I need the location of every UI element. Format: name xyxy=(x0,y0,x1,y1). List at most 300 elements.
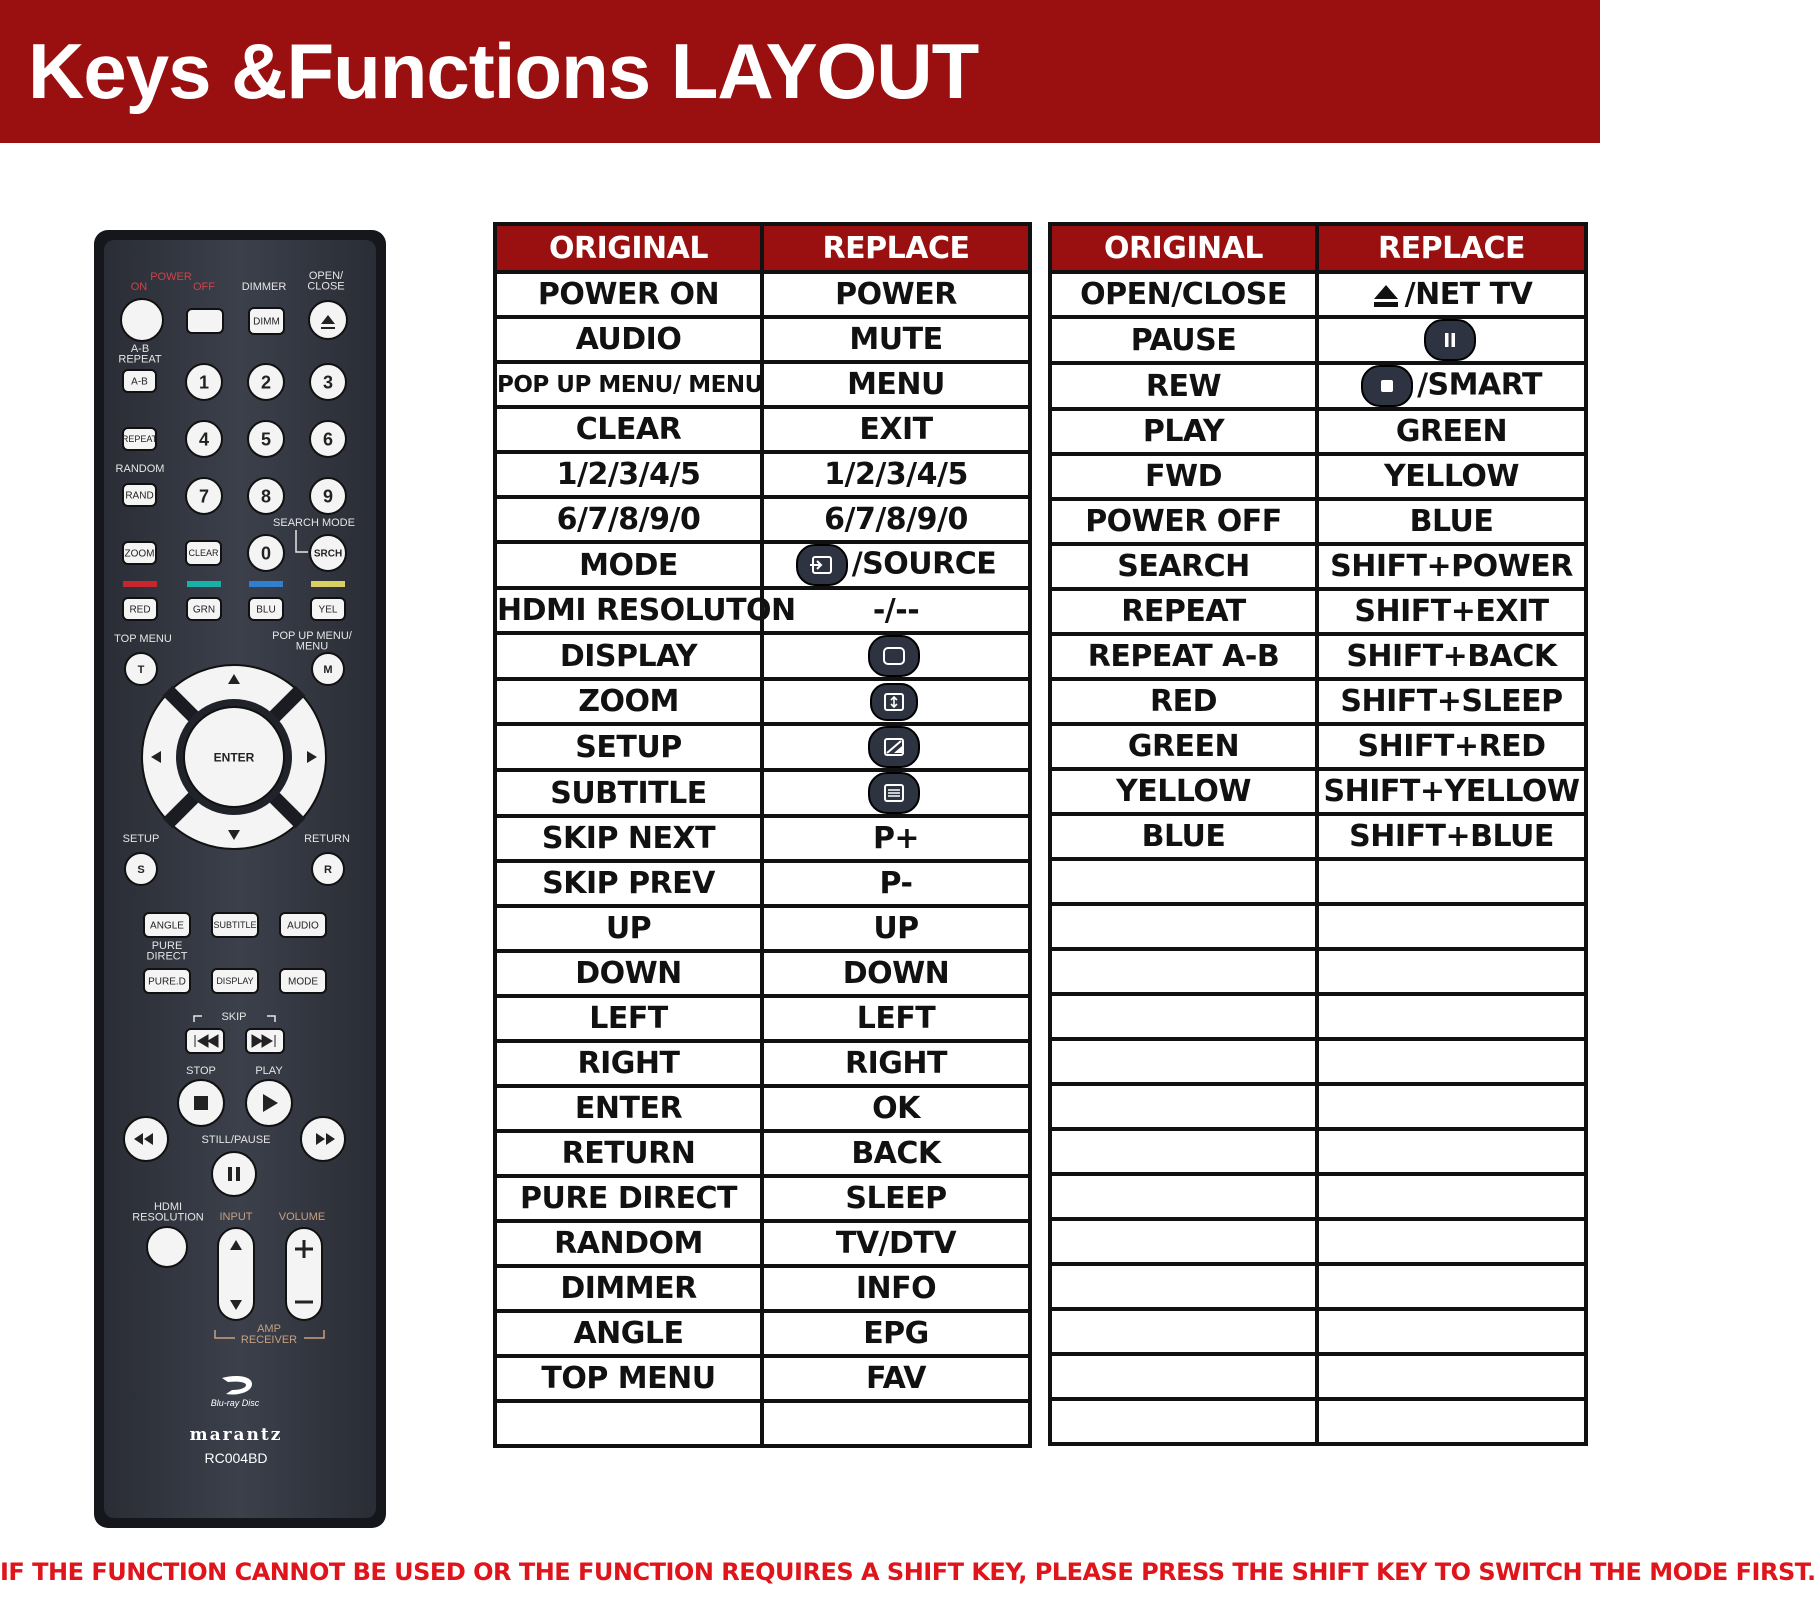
cell-text: SLEEP xyxy=(845,1181,947,1216)
cell-text: YELLOW xyxy=(1116,774,1251,809)
digit-8-button-label: 8 xyxy=(260,486,272,507)
cell-original xyxy=(495,861,762,906)
cell-text: SKIP PREV xyxy=(542,866,715,901)
cell-text: AUDIO xyxy=(575,322,682,357)
cell-text: HDMI RESOLUTON xyxy=(497,593,796,628)
cell-text: TOP MENU xyxy=(541,1361,716,1396)
bluray-text: Blu-ray Disc xyxy=(210,1398,260,1408)
cell-original xyxy=(495,272,762,317)
cell-text: RIGHT xyxy=(845,1046,947,1081)
display-button-label: DISPLAY xyxy=(216,976,254,987)
cell-original xyxy=(1050,1129,1317,1174)
cell-original xyxy=(1050,317,1317,363)
random-label: RANDOM xyxy=(115,463,165,475)
cell-text: MODE xyxy=(579,547,678,583)
rand-button-label: RAND xyxy=(125,490,154,502)
table-row xyxy=(495,770,1030,816)
table-row xyxy=(495,362,1030,407)
cell-original xyxy=(1050,454,1317,499)
cell-text: EXIT xyxy=(859,412,933,447)
table-row xyxy=(1050,454,1586,499)
cell-original xyxy=(1050,1084,1317,1129)
top-menu-label: TOP MENU xyxy=(114,633,172,645)
cell-original xyxy=(1050,814,1317,859)
table-row xyxy=(495,1176,1030,1221)
cell-original xyxy=(495,1131,762,1176)
cell-text: LEFT xyxy=(856,1001,936,1036)
cell-replace xyxy=(1317,679,1586,724)
cell-original xyxy=(495,362,762,407)
cell-text: /SOURCE xyxy=(851,546,997,582)
table-row xyxy=(495,724,1030,770)
cell-replace xyxy=(1317,454,1586,499)
cell-text: RED xyxy=(1150,684,1217,719)
cell-original xyxy=(1050,272,1317,317)
cell-text: SHIFT+EXIT xyxy=(1354,594,1549,629)
table-row xyxy=(1050,679,1586,724)
cell-original xyxy=(1050,544,1317,589)
cell-original xyxy=(495,724,762,770)
cell-text: 1/2/3/4/5 xyxy=(824,457,968,492)
table-row xyxy=(495,816,1030,861)
cell-replace xyxy=(1317,1354,1586,1399)
cell-text: PURE DIRECT xyxy=(519,1181,738,1216)
cell-text: POWER ON xyxy=(537,277,720,312)
cell-text: LEFT xyxy=(589,1001,668,1036)
cell-replace xyxy=(1317,1309,1586,1354)
repeat-button-label: REPEAT xyxy=(121,434,158,445)
cell-replace xyxy=(1317,859,1586,904)
hdmi-resolution-button xyxy=(147,1227,187,1267)
cell-replace xyxy=(1317,949,1586,994)
cell-text: RETURN xyxy=(561,1136,696,1171)
ab-button-label: A-B xyxy=(131,376,148,388)
dimm-button-label: DIMM xyxy=(253,316,280,328)
cell-replace xyxy=(762,588,1030,633)
cell-original xyxy=(1050,679,1317,724)
open-close-label: OPEN/ xyxy=(308,270,344,282)
grn-color-bar xyxy=(187,581,221,587)
cell-replace xyxy=(762,1356,1030,1401)
dimmer-label: DIMMER xyxy=(241,281,287,293)
cell-text: REPEAT xyxy=(1121,594,1246,629)
cell-replace xyxy=(762,1401,1030,1446)
cell-text: POWER xyxy=(835,277,957,312)
pure-direct-label: PURE xyxy=(151,940,183,952)
power-off-button xyxy=(187,309,223,333)
cell-text: ZOOM xyxy=(578,684,679,719)
audio-button-label: AUDIO xyxy=(287,920,319,932)
table-row xyxy=(1050,1264,1586,1309)
stop-icon xyxy=(194,1096,208,1110)
cell-text: SHIFT+RED xyxy=(1357,729,1546,764)
table-row xyxy=(1050,1129,1586,1174)
cell-original xyxy=(1050,994,1317,1039)
brand-logo: marantz xyxy=(189,1425,283,1445)
cell-replace xyxy=(1317,1264,1586,1309)
table-row xyxy=(1050,363,1586,409)
cell-original xyxy=(495,996,762,1041)
table-row xyxy=(495,1086,1030,1131)
subtitle-icon xyxy=(868,775,920,810)
cell-original xyxy=(1050,904,1317,949)
cell-text: UP xyxy=(873,911,919,946)
cell-replace xyxy=(1317,1129,1586,1174)
cell-text: /SMART xyxy=(1417,367,1542,403)
cell-text: -/-- xyxy=(872,593,920,628)
cell-original xyxy=(495,407,762,452)
table-row xyxy=(495,1311,1030,1356)
table-row xyxy=(1050,814,1586,859)
volume-label: VOLUME xyxy=(278,1211,326,1223)
table-row xyxy=(1050,272,1586,317)
mode-button-label: MODE xyxy=(288,976,318,988)
cell-text: POP UP MENU/ MENU xyxy=(497,371,763,398)
cell-text: SHIFT+BACK xyxy=(1346,639,1557,674)
digit-6-button-label: 6 xyxy=(322,429,334,450)
cell-replace xyxy=(1317,994,1586,1039)
table-row xyxy=(495,1221,1030,1266)
cell-original xyxy=(495,1041,762,1086)
cell-text: YELLOW xyxy=(1384,459,1519,494)
cell-replace xyxy=(1317,317,1586,363)
cell-original xyxy=(495,1176,762,1221)
table-row xyxy=(1050,634,1586,679)
pause-button xyxy=(212,1152,256,1196)
cell-replace xyxy=(762,770,1030,816)
cell-text: ENTER xyxy=(574,1091,683,1126)
digit-4-button-label: 4 xyxy=(198,429,210,450)
red-color-bar xyxy=(123,581,157,587)
blu-button-label: BLU xyxy=(256,604,276,616)
zoom-button-label: ZOOM xyxy=(124,548,155,560)
open-close-label: CLOSE xyxy=(307,280,345,293)
amp-receiver-label: AMP xyxy=(257,1323,281,1335)
table-row xyxy=(1050,949,1586,994)
digit-9-button-label: 9 xyxy=(322,486,334,507)
footer-note: IF THE FUNCTION CANNOT BE USED OR THE FUNCTION REQUIRES A SHIFT KEY, PLEASE PRESS THE SHIFT KEY TO SWITCH THE MODE FIRST. xyxy=(0,1558,1816,1586)
srch-button-label: SRCH xyxy=(313,548,343,560)
yel-button-label: YEL xyxy=(318,604,338,616)
table-row xyxy=(1050,994,1586,1039)
source-icon xyxy=(796,547,848,582)
table-row xyxy=(495,679,1030,724)
cell-replace xyxy=(1317,272,1586,317)
cell-text: REPEAT A-B xyxy=(1087,639,1280,674)
cell-replace xyxy=(762,816,1030,861)
table-row xyxy=(495,1131,1030,1176)
blu-color-bar xyxy=(249,581,283,587)
enter-button-label: ENTER xyxy=(213,750,255,765)
input-label: INPUT xyxy=(219,1211,253,1223)
remote-control-image xyxy=(94,222,394,1532)
cell-replace xyxy=(762,497,1030,542)
cell-text: 6/7/8/9/0 xyxy=(556,502,701,537)
zoom-icon xyxy=(870,683,918,718)
clear-button-label: CLEAR xyxy=(188,548,219,559)
pure-d-button-label: PURE.D xyxy=(148,976,186,988)
cell-text: DISPLAY xyxy=(559,638,698,674)
cell-text: 1/2/3/4/5 xyxy=(556,457,701,492)
search-mode-label: SEARCH MODE xyxy=(273,517,355,529)
cell-text: MENU xyxy=(847,367,945,402)
cell-original xyxy=(1050,589,1317,634)
cell-original xyxy=(495,1401,762,1446)
cell-replace xyxy=(762,633,1030,679)
cell-text: OK xyxy=(872,1091,920,1126)
cell-text: GREEN xyxy=(1127,729,1240,764)
cell-replace xyxy=(762,1086,1030,1131)
hdmi-resolution-label: RESOLUTION xyxy=(132,1211,204,1224)
cell-text: INFO xyxy=(855,1271,937,1306)
cell-original xyxy=(1050,1264,1317,1309)
cell-text: RIGHT xyxy=(577,1046,680,1081)
cell-text: DOWN xyxy=(842,956,950,991)
cell-text: PAUSE xyxy=(1130,322,1237,358)
header-original: ORIGINAL xyxy=(1050,224,1317,272)
cell-text: SHIFT+BLUE xyxy=(1349,819,1554,854)
cell-text: FAV xyxy=(866,1361,926,1396)
table-row xyxy=(495,452,1030,497)
cell-text: DIMMER xyxy=(560,1271,697,1306)
cell-text: SHIFT+YELLOW xyxy=(1323,774,1580,809)
table-row xyxy=(1050,1039,1586,1084)
cell-original xyxy=(495,679,762,724)
m-button-label: M xyxy=(323,663,333,676)
cell-text: CLEAR xyxy=(575,412,682,447)
cell-text: SKIP NEXT xyxy=(541,821,716,856)
cell-original xyxy=(1050,859,1317,904)
model-number: RC004BD xyxy=(204,1450,268,1466)
cell-replace xyxy=(1317,1174,1586,1219)
page-title: Keys &Functions LAYOUT xyxy=(28,27,979,115)
cell-text: REW xyxy=(1145,368,1222,404)
table-row xyxy=(495,633,1030,679)
table-row xyxy=(1050,1399,1586,1444)
table-row xyxy=(495,861,1030,906)
cell-replace xyxy=(1317,1399,1586,1444)
cell-replace xyxy=(1317,634,1586,679)
table-row xyxy=(495,1041,1030,1086)
return-label: RETURN xyxy=(304,833,350,845)
cell-text: BACK xyxy=(851,1136,941,1171)
cell-text: UP xyxy=(605,911,652,946)
cell-original xyxy=(495,1086,762,1131)
angle-button-label: ANGLE xyxy=(150,920,184,932)
cell-original xyxy=(495,317,762,362)
subtitle-button-label: SUBTITLE xyxy=(213,920,257,931)
cell-original xyxy=(1050,724,1317,769)
cell-original xyxy=(495,816,762,861)
cell-original xyxy=(1050,634,1317,679)
digit-0-button-label: 0 xyxy=(260,543,272,564)
table-row xyxy=(495,1266,1030,1311)
cell-replace xyxy=(762,1266,1030,1311)
play-label: PLAY xyxy=(255,1065,283,1077)
table-row xyxy=(495,272,1030,317)
cell-replace xyxy=(1317,589,1586,634)
header-replace: REPLACE xyxy=(1317,224,1586,272)
cell-replace xyxy=(762,1131,1030,1176)
cell-original xyxy=(1050,1399,1317,1444)
still-pause-label: STILL/PAUSE xyxy=(201,1134,271,1146)
cell-replace xyxy=(762,317,1030,362)
table-row xyxy=(1050,589,1586,634)
table-row xyxy=(1050,1354,1586,1399)
cell-replace xyxy=(1317,1039,1586,1084)
cell-replace xyxy=(762,1176,1030,1221)
cell-original xyxy=(495,1266,762,1311)
cell-text: 6/7/8/9/0 xyxy=(824,502,968,537)
cell-original xyxy=(1050,1219,1317,1264)
header-original: ORIGINAL xyxy=(495,224,762,272)
cell-original xyxy=(495,542,762,588)
eject-icon xyxy=(1371,277,1401,312)
cell-original xyxy=(1050,363,1317,409)
cell-replace xyxy=(762,906,1030,951)
table-row xyxy=(1050,1174,1586,1219)
ab-repeat-label: REPEAT xyxy=(118,353,162,366)
cell-text: EPG xyxy=(863,1316,929,1351)
table-row xyxy=(1050,1084,1586,1129)
stop-icon xyxy=(1361,368,1413,403)
cell-text: P- xyxy=(879,866,913,901)
cell-original xyxy=(495,588,796,633)
r-button-label: R xyxy=(324,863,332,876)
cell-replace xyxy=(1317,724,1586,769)
grn-button-label: GRN xyxy=(192,604,216,616)
cell-replace xyxy=(762,1221,1030,1266)
cell-replace xyxy=(1317,363,1586,409)
cell-original xyxy=(495,1356,762,1401)
on-label: ON xyxy=(130,281,148,293)
table-row xyxy=(495,951,1030,996)
off-label: OFF xyxy=(193,281,215,293)
yel-color-bar xyxy=(311,581,345,587)
cell-original xyxy=(495,770,762,816)
cell-text: FWD xyxy=(1145,459,1222,494)
amp-receiver-label: RECEIVER xyxy=(240,1334,298,1346)
digit-7-button-label: 7 xyxy=(198,486,210,507)
cell-replace xyxy=(762,1041,1030,1086)
cell-replace xyxy=(1317,1084,1586,1129)
pure-direct-label: DIRECT xyxy=(146,950,188,963)
cell-replace xyxy=(762,362,1030,407)
cell-replace xyxy=(1317,769,1586,814)
skip-label: SKIP xyxy=(221,1011,247,1023)
popup-menu-label: POP UP MENU/ xyxy=(272,630,352,642)
cell-replace xyxy=(762,407,1030,452)
cell-replace xyxy=(762,861,1030,906)
setup-label: SETUP xyxy=(122,833,160,845)
cell-original xyxy=(1050,1354,1317,1399)
table-row xyxy=(1050,499,1586,544)
cell-text: BLUE xyxy=(1141,819,1226,854)
cell-replace xyxy=(1317,904,1586,949)
digit-5-button-label: 5 xyxy=(260,429,272,450)
table-row xyxy=(1050,904,1586,949)
cell-text: SUBTITLE xyxy=(550,775,707,811)
cell-text: DOWN xyxy=(575,956,682,991)
table-row xyxy=(495,588,1030,633)
cell-original xyxy=(495,951,762,996)
power-on-button xyxy=(121,299,163,341)
cell-replace xyxy=(762,996,1030,1041)
digit-3-button-label: 3 xyxy=(322,372,334,393)
cell-original xyxy=(495,497,762,542)
cell-original xyxy=(495,633,762,679)
table-row xyxy=(495,996,1030,1041)
table-row xyxy=(1050,859,1586,904)
cell-text: TV/DTV xyxy=(835,1226,957,1261)
cell-replace xyxy=(762,1311,1030,1356)
table-row xyxy=(495,1356,1030,1401)
table-row xyxy=(495,317,1030,362)
cell-original xyxy=(495,906,762,951)
setup-icon xyxy=(868,729,920,764)
cell-text: OPEN/CLOSE xyxy=(1080,277,1287,312)
table-row xyxy=(1050,317,1586,363)
hdmi-resolution-label: HDMI xyxy=(153,1201,183,1213)
power-label: POWER xyxy=(150,271,192,283)
cell-replace xyxy=(1317,499,1586,544)
cell-replace xyxy=(1317,409,1586,454)
cell-replace xyxy=(762,542,1030,588)
cell-original xyxy=(495,1221,762,1266)
cell-original xyxy=(1050,949,1317,994)
table-row xyxy=(495,1401,1030,1446)
cell-text: P+ xyxy=(872,821,920,856)
key-mapping-table-2 xyxy=(1048,222,1588,1446)
pause-icon xyxy=(1424,322,1476,357)
cell-replace xyxy=(762,724,1030,770)
table-row xyxy=(495,906,1030,951)
s-button-label: S xyxy=(137,863,145,876)
cell-text: SEARCH xyxy=(1117,549,1250,584)
t-button-label: T xyxy=(137,663,145,676)
cell-text: PLAY xyxy=(1142,414,1225,449)
pause-icon xyxy=(236,1167,240,1181)
cell-replace xyxy=(1317,814,1586,859)
table-row xyxy=(495,407,1030,452)
cell-original xyxy=(495,452,762,497)
table-row xyxy=(1050,544,1586,589)
key-mapping-table-1 xyxy=(493,222,1032,1448)
cell-replace xyxy=(762,951,1030,996)
cell-original xyxy=(495,1311,762,1356)
digit-2-button-label: 2 xyxy=(260,372,272,393)
table-row xyxy=(1050,1309,1586,1354)
display-icon xyxy=(868,638,920,673)
cell-text: SHIFT+POWER xyxy=(1330,549,1573,584)
table-row xyxy=(1050,1219,1586,1264)
cell-original xyxy=(1050,499,1317,544)
cell-text: SHIFT+SLEEP xyxy=(1340,684,1563,719)
cell-original xyxy=(1050,769,1317,814)
cell-original xyxy=(1050,1174,1317,1219)
pause-icon xyxy=(228,1167,232,1181)
cell-text: SETUP xyxy=(575,729,682,765)
cell-original xyxy=(1050,409,1317,454)
cell-text: POWER OFF xyxy=(1085,504,1282,539)
table-row xyxy=(1050,769,1586,814)
stop-label: STOP xyxy=(186,1065,216,1077)
header-banner xyxy=(0,0,1600,143)
ab-repeat-label: A-B xyxy=(130,343,150,355)
cell-replace xyxy=(762,679,1030,724)
table-row xyxy=(1050,724,1586,769)
cell-replace xyxy=(762,452,1030,497)
